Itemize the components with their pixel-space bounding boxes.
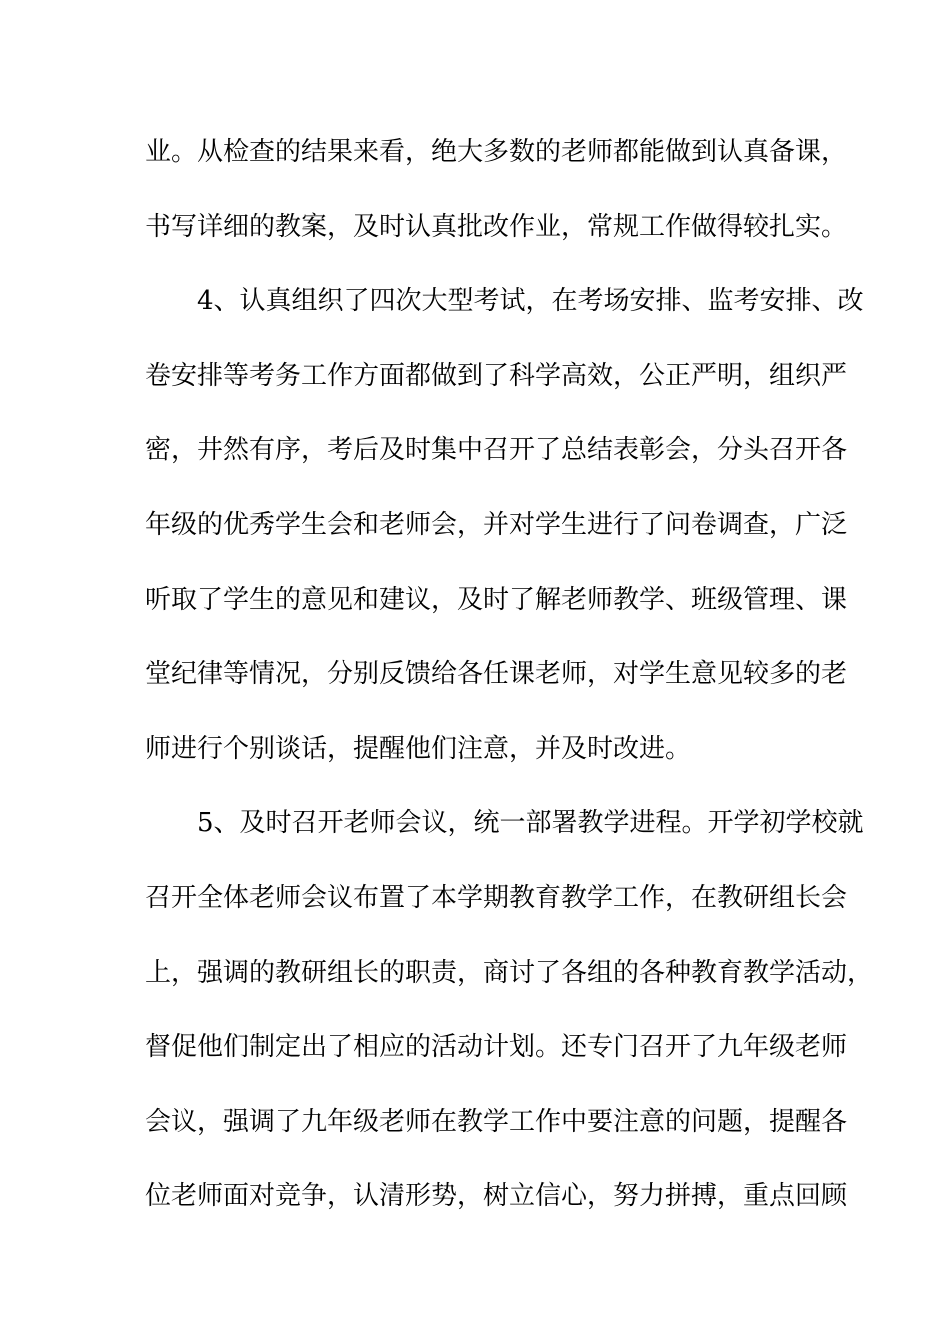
paragraph-end-line: 师进行个别谈话，提醒他们注意，并及时改进。 [145, 733, 692, 764]
text-line: 堂纪律等情况，分别反馈给各任课老师，对学生意见较多的老 [145, 659, 848, 690]
text-line: 卷安排等考务工作方面都做到了科学高效，公正严明，组织严 [145, 360, 848, 391]
text-line: 年级的优秀学生会和老师会，并对学生进行了问卷调查，广泛 [145, 509, 848, 540]
paragraph-start-line: 5、及时召开老师会议，统一部署教学进程。开学初学校就 [197, 808, 864, 839]
text-line: 业。从检查的结果来看，绝大多数的老师都能做到认真备课， [145, 137, 848, 167]
document-body [145, 130, 874, 1249]
paragraph-start-line: 4、认真组织了四次大型考试，在考场安排、监考安排、改 [197, 286, 864, 317]
text-line: 督促他们制定出了相应的活动计划。还专门召开了九年级老师 [145, 1032, 848, 1063]
text-line: 上，强调的教研组长的职责，商讨了各组的各种教育教学活动， [145, 957, 874, 988]
text-line: 会议，强调了九年级老师在教学工作中要注意的问题，提醒各 [145, 1106, 848, 1137]
text-line: 听取了学生的意见和建议，及时了解老师教学、班级管理、课 [145, 584, 848, 615]
text-line: 召开全体老师会议布置了本学期教育教学工作，在教研组长会 [145, 882, 848, 913]
text-line: 位老师面对竞争，认清形势，树立信心，努力拼搏，重点回顾 [145, 1181, 848, 1212]
text-line: 书写详细的教案，及时认真批改作业，常规工作做得较扎实。 [145, 211, 848, 242]
text-line: 密，井然有序，考后及时集中召开了总结表彰会，分头召开各 [145, 435, 848, 466]
